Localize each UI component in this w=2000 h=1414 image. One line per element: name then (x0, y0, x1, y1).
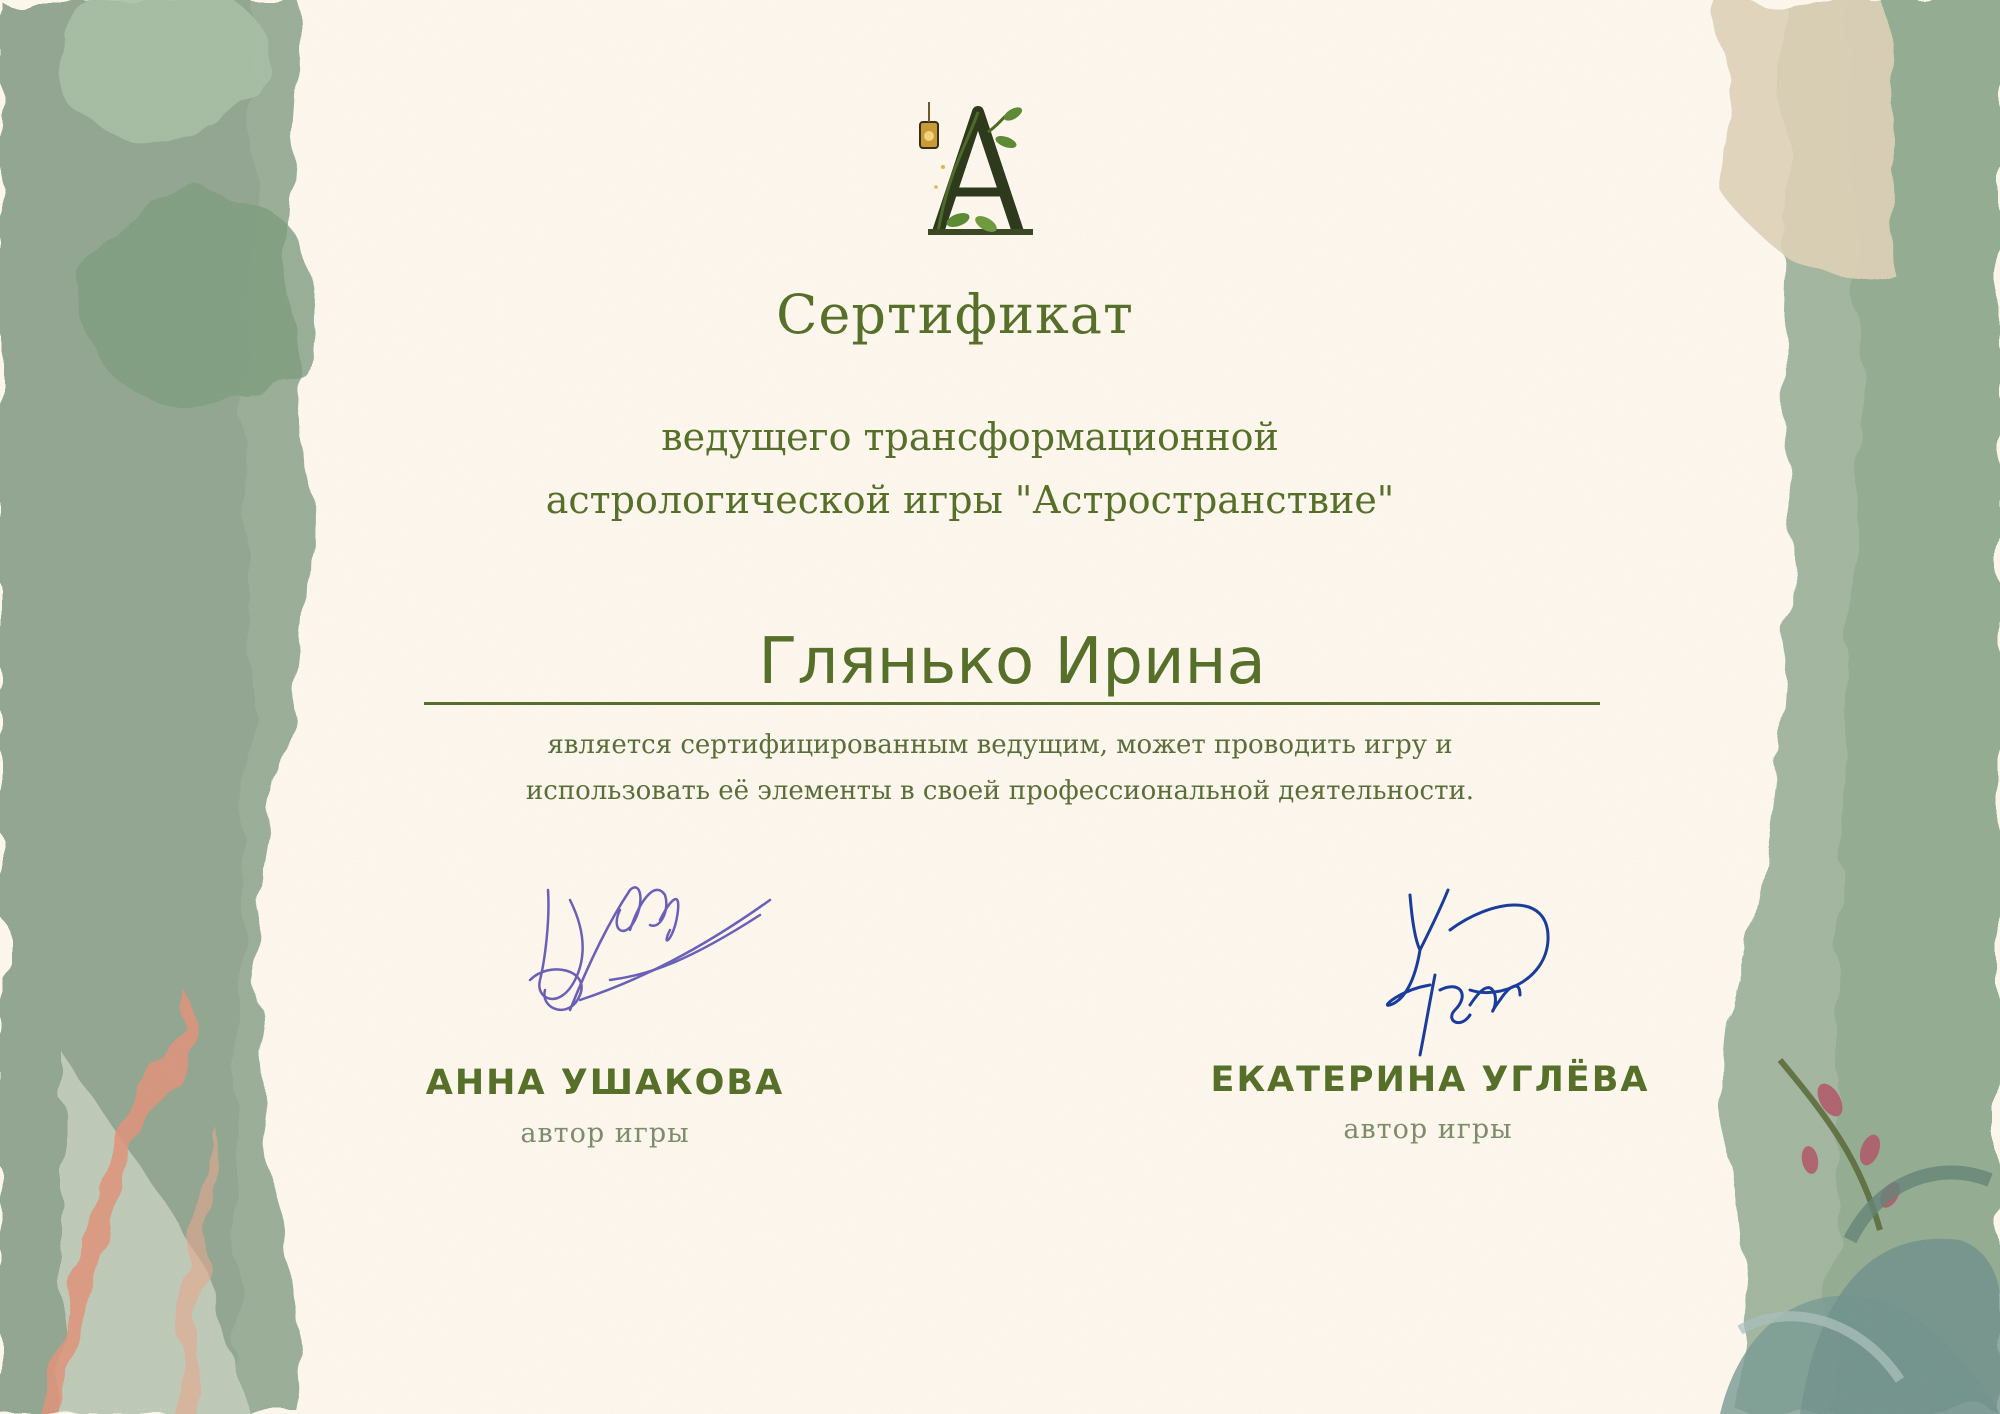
description-line1: является сертифицированным ведущим, может проводить игру и (547, 730, 1453, 760)
recipient-name: Глянько Ирина (758, 625, 1266, 699)
description-line2: использовать её элементы в своей профессиональной деятельности. (525, 776, 1475, 806)
signer-role-right: автор игры (1343, 1114, 1513, 1145)
signer-name-left: АННА УШАКОВА (425, 1063, 785, 1103)
signer-name-right: ЕКАТЕРИНА УГЛЁВА (1210, 1060, 1650, 1100)
recipient-underline (424, 702, 1600, 705)
certificate-title: Сертификат (776, 283, 1134, 346)
ornamental-letter-a-icon (908, 92, 1046, 242)
certificate-subtitle-line1: ведущего трансформационной (661, 415, 1279, 459)
signature-ekaterina-uglyova (1370, 880, 1570, 1070)
signer-role-left: автор игры (520, 1118, 690, 1149)
signature-anna-ushakova (520, 860, 780, 1040)
certificate-subtitle-line2: астрологической игры "Астространствие" (545, 478, 1395, 522)
